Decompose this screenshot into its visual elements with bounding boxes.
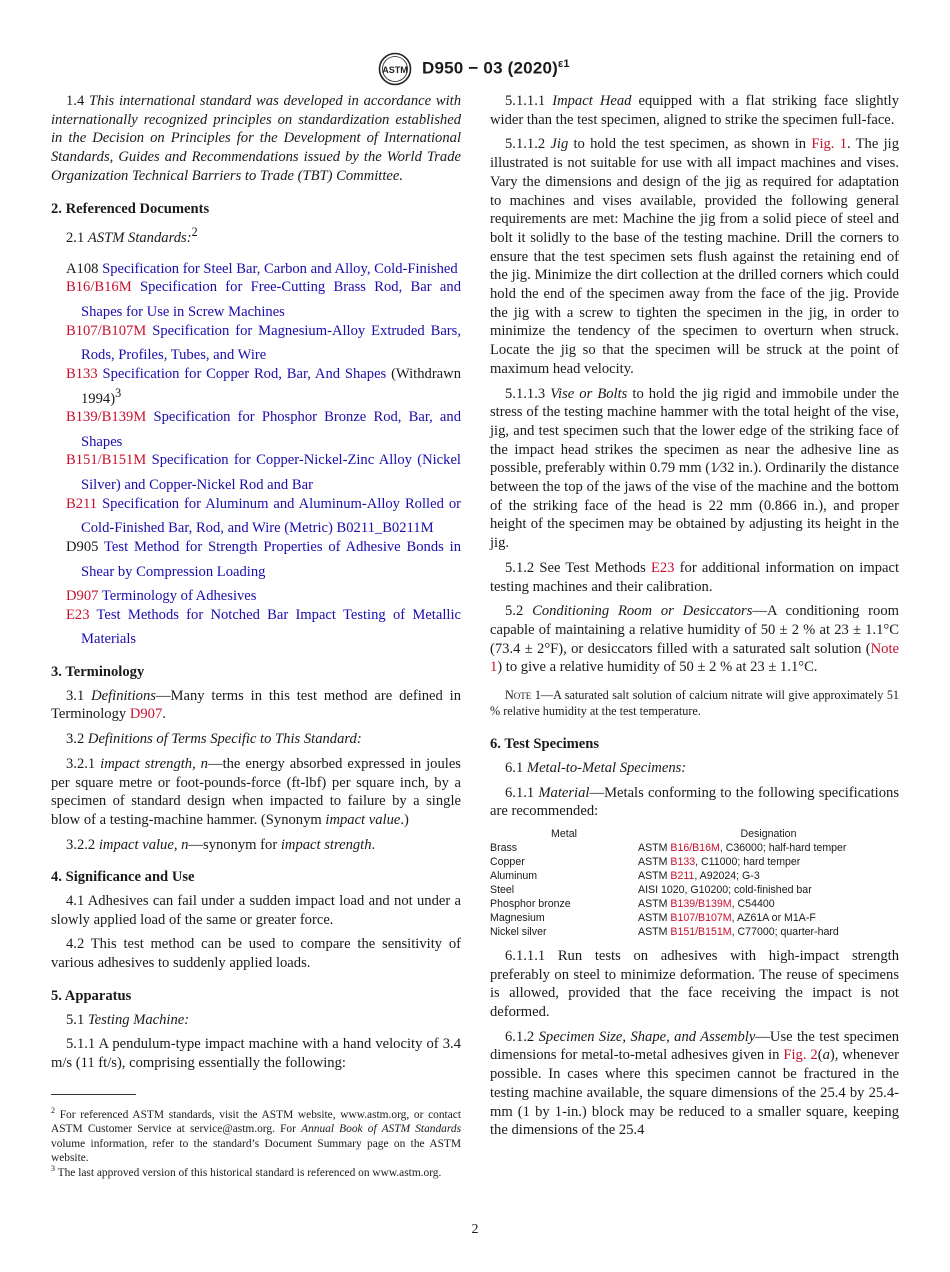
paragraph-5-1-2: 5.1.2 See Test Methods E23 for additional information on impact testing machines and their calibration.	[490, 559, 900, 595]
paragraph-5-1-1: 5.1.1 A pendulum-type impact machine with a hand velocity of 3.4 m/s (11 ft/s), comprising essentially the following:	[51, 1036, 461, 1071]
table-row	[490, 925, 899, 939]
paragraph-6-1-2: 6.1.2 Specimen Size, Shape, and Assembly—Use the test specimen dimensions for metal-to-metal adhesives given in Fig. 2(a), whenever possible. In cases where this specimen cannot be fractured in the testing machine available, the square dimensions of the 25.4 by 25.4-mm (1 by 1-in.) block may be reduced to a smaller square, keeping the dimensions of the 25.4	[490, 1028, 899, 1139]
section-heading-2: 2. Referenced Documents	[51, 200, 210, 217]
designation-suffix: , C54400	[731, 897, 775, 910]
designation-prefix: ASTM	[638, 897, 671, 910]
reference-code[interactable]: B16/B16M	[66, 279, 132, 296]
designation-link[interactable]: B139/B139M	[670, 897, 732, 910]
reference-title-link[interactable]: Specification for Magnesium-Alloy Extruded Bars, Rods, Profiles, Tubes, and Wire	[81, 322, 461, 364]
designation-link[interactable]: B151/B151M	[670, 925, 732, 938]
designation-prefix: ASTM	[638, 911, 671, 924]
paragraph-6-1-1: 6.1.1 Material—Metals conforming to the following specifications are recommended:	[490, 784, 900, 820]
table-row	[490, 911, 899, 925]
link-e23[interactable]: E23	[650, 559, 675, 576]
svg-text:ASTM: ASTM	[382, 65, 408, 75]
reference-item	[51, 538, 461, 581]
reference-item	[51, 408, 461, 451]
designation-suffix: , C36000; half-hard temper	[719, 841, 847, 854]
metal-cell: Nickel silver	[490, 925, 547, 938]
designation-suffix: , A92024; G-3	[694, 869, 760, 882]
metal-cell: Magnesium	[490, 911, 545, 924]
designation-link[interactable]: B133	[670, 855, 696, 868]
reference-code[interactable]: B211	[66, 495, 98, 512]
designation-cell	[638, 897, 899, 911]
designation-prefix: AISI 1020, G10200; cold-finished bar	[638, 883, 812, 896]
reference-title-link[interactable]: Terminology of Adhesives	[101, 588, 257, 605]
referenced-documents-list	[51, 254, 461, 649]
reference-title-link[interactable]: Specification for Phosphor Bronze Rod, Bar, and Shapes	[81, 409, 461, 450]
footnote-3: $^3$ The last approved version of this historical standard is referenced on www.astm.org.	[51, 1164, 442, 1179]
reference-title-link[interactable]: Specification for Copper Rod, Bar, And Shapes	[102, 365, 387, 382]
link-note-1[interactable]: Note 1	[490, 640, 899, 676]
paragraph-5-1-1-2: 5.1.1.2 Jig to hold the test specimen, as shown in Fig. 1. The jig illustrated is not suitable for use with all impact machines and vises. Vary the dimensions and design of the jig as required for adaptation to machines and vises available, provided the following general requirements are met: Machine the jig from a solid piece of steel and bolt it solidly to the base of the testing machine. Drill the corners to ensure that the test specimen sets flush against the retaining end of the jig. Minimize the dirt collection at the drilled corners which could hold the end of the specimen away from the face of the jig. Provide the jig with a screw to tighten the specimen in the jig, in order to minimize the tendency of the specimen to overturn when struck. Locate the jig so that the specimen will be struck at the point of maximum head velocity.	[490, 136, 899, 377]
paragraph-3-2: 3.2 Definitions of Terms Specific to This Standard:	[66, 731, 362, 748]
reference-item	[51, 254, 461, 279]
reference-title-link[interactable]: Specification for Free-Cutting Brass Rod, Bar and Shapes for Use in Screw Machines	[81, 279, 461, 320]
reference-footnote-mark: 3	[115, 385, 122, 400]
note-1: Note 1—A saturated salt solution of calcium nitrate will give approximately 51 % relative humidity at the test temperature.	[490, 688, 900, 719]
designation-link[interactable]: B211	[670, 869, 695, 882]
metal-cell: Steel	[490, 883, 515, 896]
reference-code[interactable]: B107/B107M	[66, 322, 147, 339]
designation-prefix: ASTM	[638, 925, 671, 938]
paragraph-2-1: 2.1 ASTM Standards:$^2$	[66, 225, 198, 247]
metals-table	[490, 827, 899, 939]
designation-link[interactable]: B107/B107M	[670, 911, 732, 924]
paragraph-6-1-1-1: 6.1.1.1 Run tests on adhesives with high-impact strength preferably on steel to minimize deformation. The reuse of specimens is allowed, provided that the face receiving the impact is not deformed.	[490, 947, 899, 1021]
astm-logo-icon	[378, 52, 412, 86]
table-row	[490, 897, 899, 911]
reference-title-link[interactable]: Test Method for Strength Properties of Adhesive Bonds in Shear by Compression Loading	[81, 538, 461, 580]
paragraph-4-2: 4.2 This test method can be used to compare the sensitivity of various adhesives to suddenly applied loads.	[51, 936, 461, 972]
metal-cell: Aluminum	[490, 869, 538, 882]
reference-code: D905	[66, 538, 99, 555]
reference-item	[51, 606, 461, 649]
section-heading-5: 5. Apparatus	[51, 987, 132, 1004]
link-fig-2[interactable]: Fig. 2	[783, 1047, 818, 1064]
designation-cell	[638, 869, 899, 883]
section-heading-6: 6. Test Specimens	[490, 736, 600, 753]
paragraph-5-1: 5.1 Testing Machine:	[66, 1011, 190, 1028]
reference-title-link[interactable]: Test Methods for Notched Bar Impact Testing of Metallic Materials	[81, 606, 461, 648]
designation-cell	[638, 883, 899, 897]
paragraph-3-2-2: 3.2.2 impact value, n—synonym for impact strength.	[66, 836, 376, 853]
designation-suffix: , C11000; hard temper	[695, 855, 801, 868]
paragraph-3-1: 3.1 Definitions—Many terms in this test method are defined in Terminology D907.	[51, 687, 461, 723]
table-row	[490, 855, 899, 869]
designation-prefix: ASTM	[638, 869, 671, 882]
designation-prefix: ASTM	[638, 855, 671, 868]
reference-item	[51, 365, 461, 408]
footnote-divider	[51, 1094, 136, 1095]
designation-cell	[638, 841, 899, 855]
section-heading-3: 3. Terminology	[51, 664, 145, 681]
designation-suffix: , AZ61A or M1A-F	[731, 911, 816, 924]
metal-cell: Phosphor bronze	[490, 897, 571, 910]
paragraph-5-2: 5.2 Conditioning Room or Desiccators—A conditioning room capable of maintaining a relative humidity of 50 ± 2 % at 23 ± 1.1°C (73.4 ± 2°F), or desiccators filled with a saturated salt solution (Note 1) to give a relative humidity of 50 ± 2 % at 23 ± 1.1°C.	[490, 603, 899, 676]
designation-cell	[638, 855, 899, 869]
link-fig-1[interactable]: Fig. 1	[811, 136, 847, 153]
reference-title-link[interactable]: Specification for Aluminum and Aluminum-Alloy Rolled or Cold-Finished Bar, Rod, and Wire (Metric) B0211_B0211M	[81, 495, 461, 537]
designation-suffix: , C77000; quarter-hard	[731, 925, 839, 938]
table-row	[490, 869, 899, 883]
reference-code[interactable]: E23	[66, 606, 90, 623]
designation-prefix: ASTM	[638, 841, 671, 854]
reference-item	[51, 322, 461, 365]
section-heading-4: 4. Significance and Use	[51, 869, 195, 886]
reference-title-link[interactable]: Specification for Steel Bar, Carbon and Alloy, Cold-Finished	[102, 260, 458, 277]
reference-code[interactable]: B139/B139M	[66, 409, 147, 426]
reference-code[interactable]: B151/B151M	[66, 452, 147, 469]
table-header-metal: Metal	[551, 827, 577, 840]
footnote-2: $^2$ For referenced ASTM standards, visit the ASTM website, www.astm.org, or contact ASTM Customer Service at service@astm.org. For Annual Book of ASTM Standards volume information, refer to the standard’s Document Summary page on the ASTM website.	[51, 1106, 462, 1165]
paragraph-3-2-1: 3.2.1 impact strength, n—the energy absorbed expressed in joules per square metre or foot-pounds-force (ft-lbf) per square inch, by a specimen of standard design when impacted to failure by a single blow of a testing-machine hammer. (Synonym impact value.)	[51, 755, 461, 828]
right-column	[490, 92, 899, 1146]
page-number: 2	[471, 1222, 479, 1237]
page-header	[0, 52, 950, 86]
link-d907[interactable]: D907	[129, 706, 163, 723]
table-row	[490, 841, 899, 855]
paragraph-4-1: 4.1 Adhesives can fail under a sudden impact load and not under a slowly applied load of the same or greater force.	[51, 893, 461, 928]
paragraph-1-4: 1.4 This international standard was developed in accordance with internationally recognized principles on standardization established in the Decision on Principles for the Development of International Standards, Guides and Recommendations issued by the World Trade Organization Technical Barriers to Trade (TBT) Committee.	[51, 93, 462, 184]
table-header-designation: Designation	[740, 827, 797, 840]
designation-cell	[638, 925, 899, 939]
reference-code[interactable]: B133	[66, 365, 98, 382]
reference-code: A108	[66, 260, 99, 277]
paragraph-6-1: 6.1 Metal-to-Metal Specimens:	[505, 759, 687, 776]
metal-cell: Brass	[490, 841, 518, 854]
standard-designation: D950 − 03 $(2020)^{\varepsilon 1}$	[422, 58, 570, 78]
reference-title-link[interactable]: Specification for Copper-Nickel-Zinc Alloy (Nickel Silver) and Copper-Nickel Rod and Bar	[81, 452, 461, 493]
paragraph-5-1-1-3: 5.1.1.3 Vise or Bolts to hold the jig rigid and immobile under the stress of the testing machine hammer with the total height of the vise, jig, and test specimen such that the lower edge of the striking face of the impact head strikes the specimen as near the adhesive line as possible, preferably within 0.79 mm (1⁄32 in.). Ordinarily the distance between the top of the jaws of the vise of the machine and the bottom of the striking face of the head is 22 mm (0.866 in.), and proper height of the specimen may be obtained by adjusting its height in the jig.	[490, 385, 899, 552]
reference-item	[51, 278, 461, 321]
designation-cell	[638, 911, 899, 925]
metal-cell: Copper	[490, 855, 525, 868]
designation-link[interactable]: B16/B16M	[670, 841, 720, 854]
reference-item	[51, 581, 461, 606]
reference-extra: (Withdrawn 1994)	[81, 365, 461, 407]
reference-item	[51, 451, 461, 494]
left-column	[51, 92, 461, 1079]
paragraph-5-1-1-1: 5.1.1.1 Impact Head equipped with a flat striking face slightly wider than the test specimen, aligned to strike the specimen full-face.	[490, 93, 899, 128]
reference-item	[51, 495, 461, 538]
table-row	[490, 883, 899, 897]
reference-code[interactable]: D907	[66, 588, 99, 605]
